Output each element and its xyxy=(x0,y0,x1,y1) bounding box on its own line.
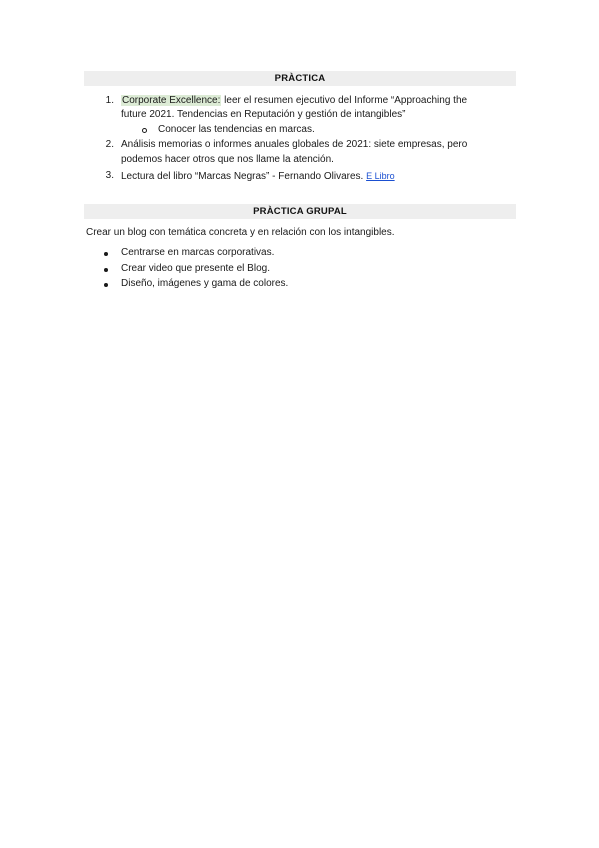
list-item-text: Lectura del libro “Marcas Negras” - Fernando Olivares. xyxy=(121,171,367,182)
section-heading-practica xyxy=(84,71,516,86)
list-number: 3. xyxy=(105,170,114,181)
sub-list-item: Conocer las tendencias en marcas. xyxy=(158,124,315,135)
bullet-list-item: Diseño, imágenes y gama de colores. xyxy=(121,278,289,289)
list-item-line: Análisis memorias o informes anuales globales de 2021: siete empresas, pero xyxy=(121,139,468,150)
list-item-line xyxy=(121,94,467,108)
list-item-line: future 2021. Tendencias en Reputación y gestión de intangibles” xyxy=(121,109,406,120)
list-number: 2. xyxy=(105,139,114,150)
bullet-list-item: Crear video que presente el Blog. xyxy=(121,263,270,274)
intro-paragraph: Crear un blog con temática concreta y en relación con los intangibles. xyxy=(86,227,395,238)
bullet-icon xyxy=(104,252,108,256)
sub-bullet-icon xyxy=(142,128,147,133)
list-item-line: podemos hacer otros que nos llame la atención. xyxy=(121,154,334,165)
bullet-list-item: Centrarse en marcas corporativas. xyxy=(121,247,275,258)
section-heading-text: PRÀCTICA GRUPAL xyxy=(253,206,347,217)
bullet-icon xyxy=(104,268,108,272)
list-item-text: leer el resumen ejecutivo del Informe “Approaching the xyxy=(221,95,468,106)
highlighted-text: Corporate Excellence: xyxy=(122,95,221,106)
e-libro-link[interactable]: E Libro xyxy=(366,171,395,181)
bullet-icon xyxy=(104,283,108,287)
section-heading-practica-grupal xyxy=(84,204,516,219)
list-item-line xyxy=(121,169,395,184)
list-number: 1. xyxy=(105,95,114,106)
section-heading-text: PRÀCTICA xyxy=(274,73,326,84)
